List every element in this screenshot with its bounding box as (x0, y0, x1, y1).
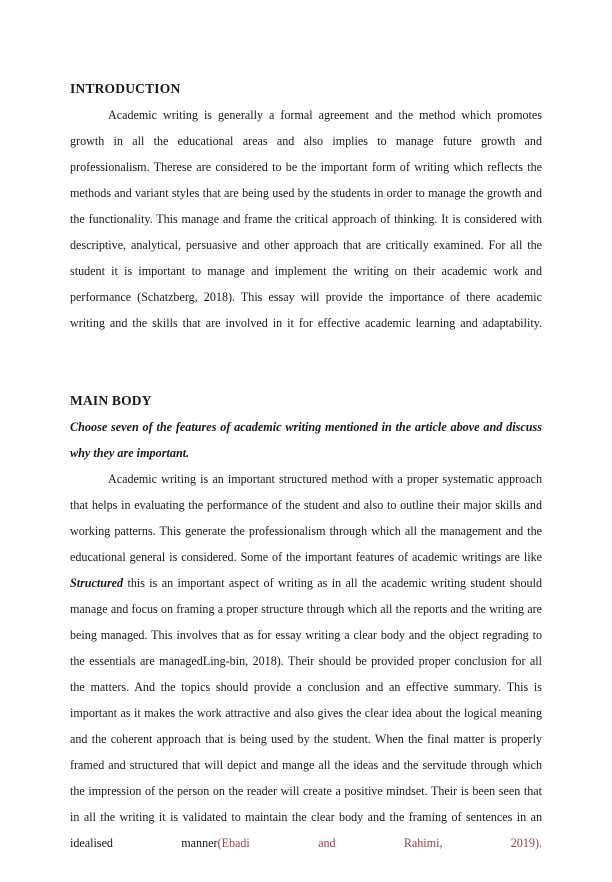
document-content (70, 76, 542, 882)
main-body-paragraph-part2: this is an important aspect of writing as in all the academic writing student should manage and focus on framing a proper structure through which all the reports and the writing are being managed. This involves that as for essay writing a clear body and the object regrading to the essentials are managedLing-bin, 2018). Their should be provided proper conclusion for all the matters. And the topics should provide a conclusion and an effective summary. This is important as it makes the work attractive and also gives the clear idea about the logical meaning and the coherent approach that is being used by the student. When the final matter is properly framed and structured that will depict and mange all the ideas and the servitude through which the impression of the person on the reader will create a positive mindset. Their is been seen that in all the writing it is validated to maintain the clear body and the framing of sentences in an idealised manner (70, 576, 542, 850)
main-body-heading: MAIN BODY (70, 393, 152, 408)
main-body-sub-heading: Choose seven of the features of academic writing mentioned in the article above and discuss why they are important. (70, 420, 542, 460)
introduction-paragraph: Academic writing is generally a formal agreement and the method which promotes growth in all the educational areas and also implies to manage future growth and professionalism. Therese are considered to be the important form of writing which reflects the methods and variant styles that are being used by the students in order to manage the growth and the functionality. This manage and frame the critical approach of thinking. It is considered with descriptive, analytical, persuasive and other approach that are critically examined. For all the student it is important to manage and implement the writing on their academic work and performance (Schatzberg, 2018). This essay will provide the importance of there academic writing and the skills that are involved in it for effective academic learning and adaptability. (70, 108, 542, 330)
inline-emphasis-structured: Structured (70, 576, 124, 590)
main-body-paragraph-part1: Academic writing is an important structured method with a proper systematic approach that helps in evaluating the performance of the student and also to outline their major skills and working patterns. This generate the professionalism through which all the management and the educational general is considered. Some of the important features of academic writings are like (70, 472, 542, 564)
main-body-paragraph (70, 466, 542, 882)
introduction-heading: INTRODUCTION (70, 81, 181, 96)
citation-ebadi-rahimi: (Ebadi and Rahimi, 2019). (217, 836, 542, 850)
section-spacer (70, 362, 542, 388)
